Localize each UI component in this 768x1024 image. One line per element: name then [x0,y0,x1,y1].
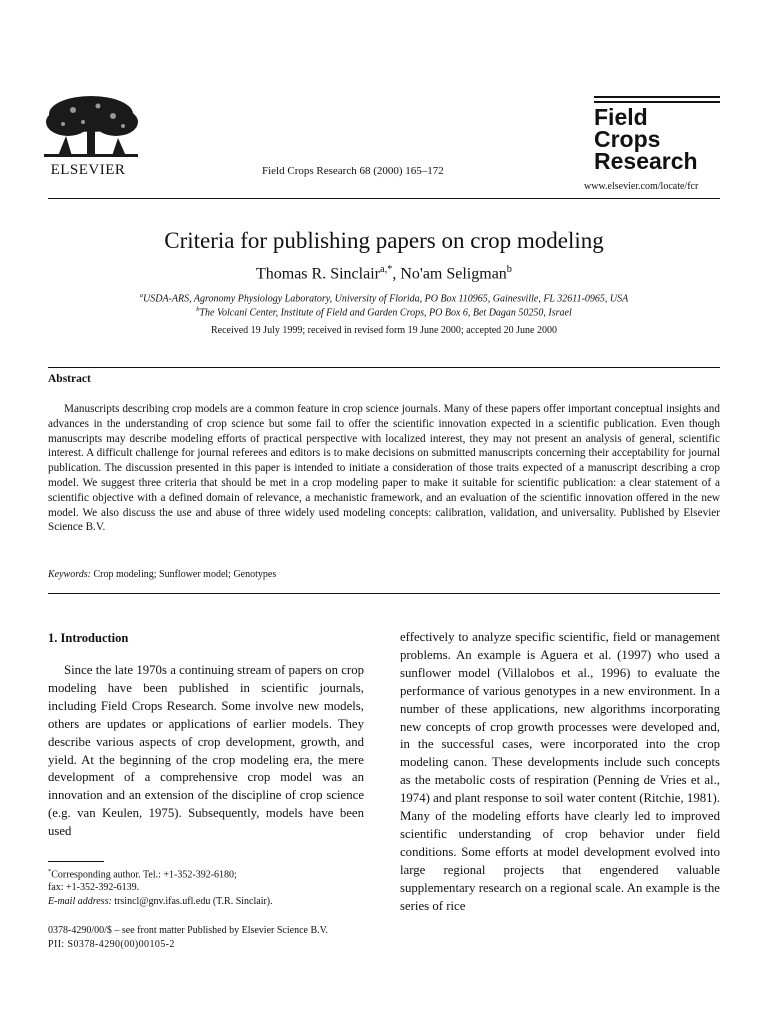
journal-citation: Field Crops Research 68 (2000) 165–172 [262,165,444,177]
author-affil-mark: b [506,264,512,275]
footnote-email [48,896,273,907]
abstract-heading: Abstract [48,373,91,385]
brand-rule [594,96,720,98]
affiliation-b [0,306,768,318]
email-label: E-mail address: [48,896,112,907]
publisher-name: ELSEVIER [50,162,126,178]
footnote-mark: * [48,868,52,875]
footnote-rule [48,861,104,862]
abstract-top-rule [48,367,720,368]
keywords [48,569,276,580]
brand-rule [594,101,720,103]
footnote-fax: fax: +1-352-392-6139. [48,882,140,893]
author-affil-mark: a,* [379,264,393,275]
keywords-list: Crop modeling; Sunflower model; Genotypes [93,569,277,580]
author-separator: , [392,265,401,283]
article-title: Criteria for publishing papers on crop modeling [164,228,604,253]
brand-word-2: Crops [594,126,661,152]
section-heading: 1. Introduction [48,631,129,645]
received-dates: Received 19 July 1999; received in revised form 19 June 2000; accepted 20 June 2000 [210,325,557,336]
pii-line: PII: S0378-4290(00)00105-2 [48,939,175,950]
journal-brand [594,96,720,172]
left-column-text: Since the late 1970s a continuing stream of papers on crop modeling have been published in scientific journals, including Field Crops Research. Some involve new models, others are updates or applications of earlier models. They describe various aspects of crop development, growth, and yield. At the beginning of the crop modeling era, the mere development of a comprehensive crop model was an innovation and an extension of the discipline of crop science (e.g. van Keulen, 1975). Subsequently, models have been used [48,663,364,839]
issn-line: 0378-4290/00/$ – see front matter Published by Elsevier Science B.V. [48,925,329,936]
abstract-bottom-rule [48,593,720,594]
affiliation-mark: a [139,292,143,299]
affiliation-text: USDA-ARS, Agronomy Physiology Laboratory, University of Florida, PO Box 110965, Gainesville, FL 32611-0965, USA [143,293,629,305]
right-column-text: effectively to analyze specific scientific, field or management problems. An example is Aguera et al. (1997) who used a sunflower model (Villalobos et al., 1996) to evaluate the performance of various genotypes in a new environment. In a number of these applications, new algorithms incorporating new concepts of crop growth processes were developed and, in the successful cases, were incorporated into the crop modeling canon. These developments include such concepts as the metabolic costs of respiration (Penning de Vries et al., 1974) and plant response to soil water content (Ritchie, 1981). Many of the modeling efforts have clearly led to improved scientific understanding of crop behavior under field conditions. Some efforts at model development evolved into large regional projects that engendered valuable supplementary research on a regional scale. An example is the series of rice [400,630,720,913]
journal-url[interactable]: www.elsevier.com/locate/fcr [584,181,699,192]
affiliation-text: The Volcani Center, Institute of Field and Garden Crops, PO Box 6, Bet Dagan 50250, Israel [199,307,572,319]
keywords-label: Keywords: [48,569,91,580]
email-address[interactable]: trsincl@gnv.ifas.ufl.edu (T.R. Sinclair). [114,896,273,907]
abstract-text: Manuscripts describing crop models are a common feature in crop science journals. Many of these papers offer important conceptual insights and advances in the understanding of crop science but some fail to offer the scientific innovation expected in a scientific publication. Even though manuscripts may describe modeling efforts of practical perspective with localized interest, they may not present an analysis of general, scientific interest. A difficult challenge for journal referees and editors is to make decisions on submitted manuscripts concerning their acceptability for journal publication. The discussion presented in this paper is intended to initiate a consideration of those traits expected of a manuscript describing a crop model. We suggest three criteria that should be met in a crop modeling paper to make it suitable for scientific publication: a clear statement of a scientific objective with a defined domain of relevance, a mechanistic framework, and an evaluation of the scientific innovation offered in the new model. We also discuss the use and abuse of three widely used modeling concepts: calibration, validation, and universality. Published by Elsevier Science B.V. [48,403,720,534]
footnote-text: Corresponding author. Tel.: +1-352-392-6180; [51,869,237,881]
affiliation-a [0,292,768,304]
author-line [0,264,768,283]
header-rule [48,198,720,199]
author-name: Thomas R. Sinclair [255,265,380,283]
footnote-corresponding [48,868,237,880]
affiliation-mark: b [196,306,200,313]
author-name: No'am Seligman [400,265,507,283]
brand-word-3: Research [594,148,698,174]
brand-word-1: Field [594,104,648,130]
